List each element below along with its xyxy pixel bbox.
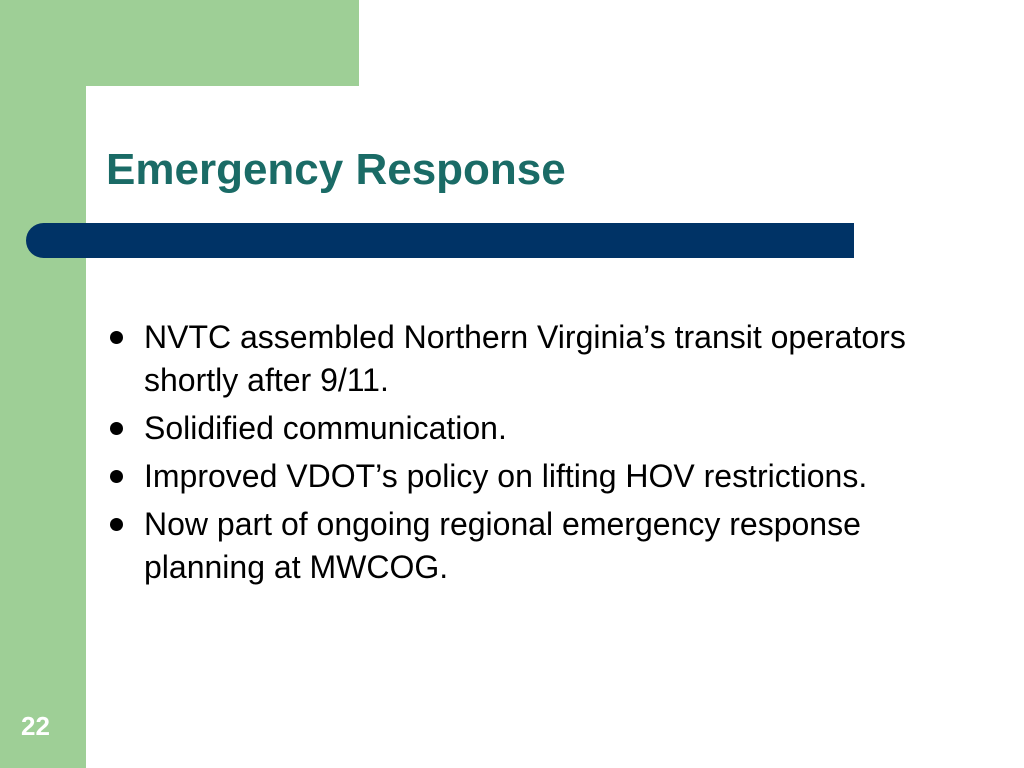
bullet-text: NVTC assembled Northern Virginia’s transit operators shortly after 9/11. <box>144 319 906 398</box>
slide-title: Emergency Response <box>106 145 566 194</box>
bullet-item <box>106 503 926 589</box>
bullet-text: Now part of ongoing regional emergency response planning at MWCOG. <box>144 506 861 585</box>
bullet-dot-icon <box>110 422 123 435</box>
bullet-item <box>106 455 926 498</box>
bullet-item <box>106 407 926 450</box>
bullet-dot-icon <box>110 331 123 344</box>
bullet-item <box>106 316 926 402</box>
bullet-dot-icon <box>110 470 123 483</box>
page-number: 22 <box>21 711 50 741</box>
bullet-text: Solidified communication. <box>144 410 507 446</box>
bullet-dot-icon <box>110 518 123 531</box>
bullet-list <box>106 316 926 594</box>
bullet-text: Improved VDOT’s policy on lifting HOV restrictions. <box>144 458 868 494</box>
green-top-band <box>0 0 359 86</box>
green-side-band <box>0 0 86 768</box>
title-underline-bar <box>26 223 854 258</box>
